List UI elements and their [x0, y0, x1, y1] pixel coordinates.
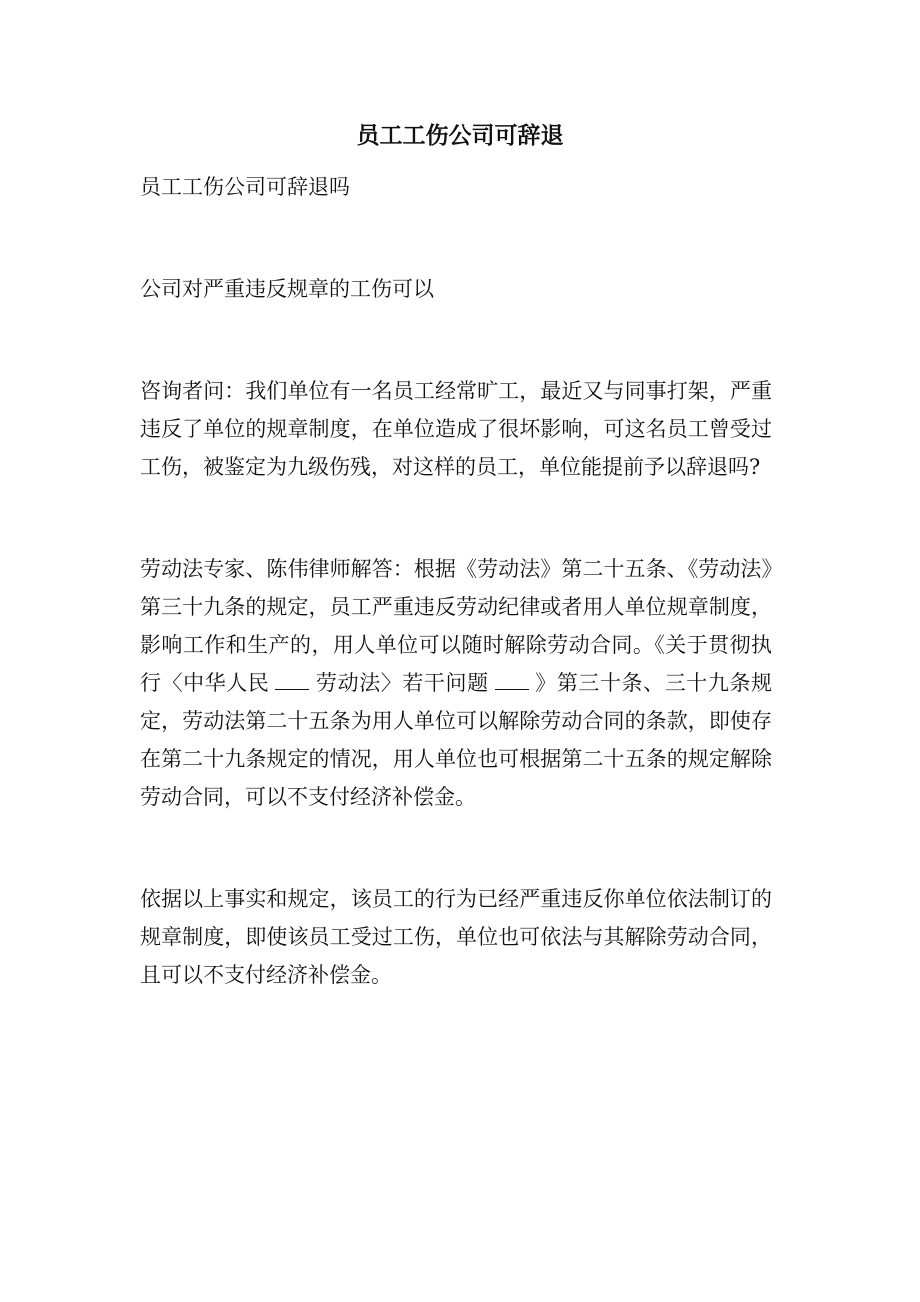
blank-line — [275, 669, 309, 690]
document-subtitle: 员工工伤公司可辞退吗 — [140, 175, 350, 199]
answer-text-part3: 》第三十条、三十九条规定，劳动法第二十五条为用人单位可以解除劳动合同的条款，即使存在第二十九条规定的情况，用人单位也可根据第二十五条的规定解除劳动合同，可以不支付经济补偿金。 — [140, 671, 773, 809]
lead-paragraph: 公司对严重违反规章的工伤可以 — [140, 277, 434, 301]
document-title: 员工工伤公司可辞退 — [356, 122, 564, 149]
blank-line — [495, 669, 529, 690]
answer-text-part1: 劳动法专家、陈伟律师解答：根据《劳动法》第二十五条、《劳动法》第三十九条的规定，员工严重违反劳动纪律或者用人单位规章制度，影响工作和生产的，用人单位可以随时解除劳动合同。《关于贯彻执行〈中华人民 — [140, 557, 772, 695]
answer-text-part2: 劳动法〉若干问题 — [315, 671, 489, 695]
question-paragraph: 咨询者问：我们单位有一名员工经常旷工，最近又与同事打架，严重违反了单位的规章制度，在单位造成了很坏影响，可这名员工曾受过工伤，被鉴定为九级伤残，对这样的员工，单位能提前予以辞退吗? — [140, 379, 772, 479]
document-body — [140, 168, 772, 994]
conclusion-paragraph: 依据以上事实和规定，该员工的行为已经严重违反你单位依法制订的规章制度，即使该员工受过工伤，单位也可依法与其解除劳动合同，且可以不支付经济补偿金。 — [140, 887, 772, 987]
answer-paragraph — [140, 550, 772, 816]
